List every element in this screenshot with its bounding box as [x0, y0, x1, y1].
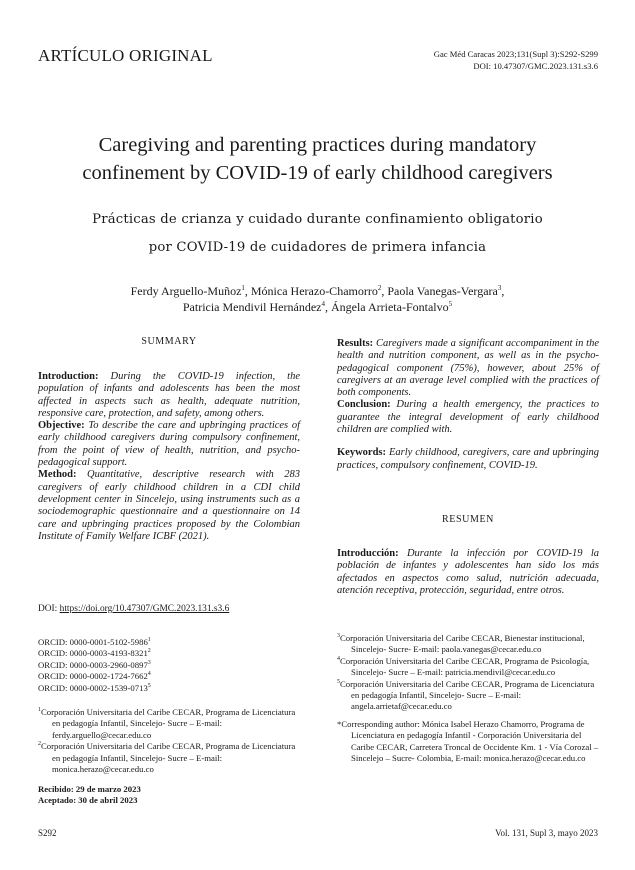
affiliation-item — [38, 741, 300, 775]
affiliation-text: Corporación Universitaria del Caribe CECAR, Programa de Licenciatura en pedagogía Infantil, Sincelejo- Sucre – E-mail: ferdy.arguello@cecar.edu.co — [41, 707, 296, 740]
affiliation-item — [38, 707, 300, 741]
accepted-date: Aceptado: 30 de abril 2023 — [38, 795, 138, 806]
author-sup: 1 — [241, 284, 245, 292]
affiliation-item — [337, 679, 599, 713]
orcid-list — [38, 637, 300, 694]
affiliation-text: Corporación Universitaria del Caribe CECAR, Programa de Psicología, Sincelejo- Sucre – E-mail: patricia.mendivil@cecar.edu.co — [340, 655, 590, 678]
page-number: S292 — [38, 828, 57, 838]
results-text: Caregivers made a significant accompaniment in the health and nutrition component, as well as in the psycho-pedagogical component (75%), however, about 25% of caregivers at an average level complied with the practices of both components. — [337, 338, 600, 399]
affiliation-sup: 3 — [337, 633, 340, 640]
summary-right-column — [337, 338, 599, 472]
orcid-text: ORCID: 0000-0003-2960-0897 — [38, 659, 148, 670]
orcid-item — [38, 660, 300, 671]
title-line-1: Caregiving and parenting practices during mandatory — [98, 134, 537, 156]
orcid-sup: 3 — [147, 659, 151, 666]
objective-label: Objective: — [38, 420, 85, 432]
corresponding-author: *Corresponding author: Mónica Isabel Herazo Chamorro, Programa de Licenciatura en pedagogía Infantil - Corporación Universitaria del Caribe CECAR, Carretera Troncal de Occidente Km. 1 - Vía Corozal – Sincelejo – Sucre- Colombia, E-mail: monica.herazo@cecar.edu.co — [337, 718, 599, 764]
article-title — [40, 131, 595, 187]
affiliation-text: Corporación Universitaria del Caribe CECAR, Bienestar institucional, Sincelejo- Sucre- E-mail: paola.vanegas@cecar.edu.co — [340, 633, 585, 655]
received-date: Recibido: 29 de marzo 2023 — [38, 784, 141, 794]
subtitle-line-2: por COVID-19 de cuidadores de primera infancia — [148, 240, 487, 255]
affiliation-sup: 5 — [337, 678, 340, 685]
author-sup: 2 — [377, 284, 382, 292]
orcid-item — [38, 671, 300, 682]
doi-link[interactable]: https://doi.org/10.47307/GMC.2023.131.s3.6 — [59, 604, 230, 614]
summary-objective — [38, 420, 300, 469]
conclusion-text: During a health emergency, the practices to guarantee the integral development of early childhood children are complied with. — [337, 399, 599, 436]
summary-conclusion — [337, 399, 599, 436]
keywords-label: Keywords: — [337, 447, 386, 459]
affiliations-left — [38, 707, 300, 775]
author-list: Ferdy Arguello-Muñoz$^1$, Mónica Herazo-Chamorro$^2$, Paola Vanegas-Vergara$^3$, Patricia Mendivil Hernández$^4$, Ángela Arrieta-Fontalvo$^5$ — [130, 284, 505, 314]
orcid-item — [38, 637, 300, 648]
conclusion-label: Conclusion: — [337, 399, 391, 411]
summary-introduction — [38, 371, 300, 420]
orcid-sup: 1 — [147, 637, 151, 644]
resumen-intro-label: Introducción: — [337, 548, 399, 559]
article-subtitle — [40, 206, 595, 262]
orcid-item — [38, 683, 300, 694]
affiliation-item — [337, 633, 599, 656]
section-label: ARTÍCULO ORIGINAL — [38, 46, 213, 65]
objective-text: To describe the care and upbringing practices of early childhood caregivers during compulsory confinement, from the point of view of health, nutrition, and psycho-pedagogical support. — [38, 420, 300, 469]
intro-label: Introduction: — [38, 371, 99, 382]
orcid-text: ORCID: 0000-0002-1539-0713 — [38, 682, 148, 693]
results-label: Results: — [337, 338, 374, 349]
author-sup: 5 — [448, 300, 453, 308]
journal-reference: Gac Méd Caracas 2023;131(Supl 3):S292-S299 — [433, 49, 598, 59]
author-name: Ángela Arrieta-Fontalvo — [330, 300, 449, 314]
resumen-introduccion — [337, 548, 599, 597]
orcid-text: ORCID: 0000-0001-5102-5986 — [38, 637, 148, 647]
author-name: Mónica Herazo-Chamorro — [250, 284, 378, 298]
method-label: Method: — [38, 469, 77, 481]
article-dates — [38, 784, 300, 807]
journal-doi: DOI: 10.47307/GMC.2023.131.s3.6 — [473, 61, 598, 71]
resumen-heading: RESUMEN — [442, 514, 494, 525]
orcid-sup: 2 — [147, 648, 151, 655]
summary-keywords — [337, 447, 599, 472]
issue-info: Vol. 131, Supl 3, mayo 2023 — [495, 828, 598, 838]
author-name: Ferdy Arguello-Muñoz — [130, 284, 242, 298]
method-text: Quantitative, descriptive research with 283 caregivers of early childhood children in a CDI child development center in Sincelejo, using instruments such as a sociodemographic questionnaire and a questionnaire on 14 care and upbringing practices proposed by the Colombian Institute of Family Welfare ICBF (2021). — [38, 469, 301, 542]
doi-label: DOI: — [38, 604, 58, 614]
affiliation-text: Corporación Universitaria del Caribe CECAR, Programa de Licenciatura en pedagogía Infantil, Sincelejo- Sucre – E-mail: monica.herazo@cecar.edu.co — [41, 741, 296, 775]
journal-citation — [434, 48, 598, 72]
affiliation-sup: 1 — [38, 707, 41, 714]
orcid-sup: 4 — [147, 671, 151, 678]
keywords-text: Early childhood, caregivers, care and upbringing practices, compulsory confinement, COVID-19. — [337, 447, 599, 471]
subtitle-line-1: Prácticas de crianza y cuidado durante confinamiento obligatorio — [92, 212, 543, 227]
summary-left-column — [38, 371, 300, 543]
title-line-2: confinement by COVID-19 of early childhood caregivers — [82, 162, 553, 184]
affiliation-sup: 2 — [38, 741, 41, 748]
author-name: Patricia Mendivil Hernández — [182, 300, 322, 314]
affiliation-text: Corporación Universitaria del Caribe CECAR, Programa de Licenciatura en pedagogía Infantil, Sincelejo- Sucre – E-mail: angela.arrietaf@cecar.edu.co — [340, 678, 595, 712]
author-name: Paola Vanegas-Vergara — [387, 284, 498, 298]
author-sup: 4 — [321, 300, 325, 308]
orcid-text: ORCID: 0000-0002-1724-7662 — [38, 671, 148, 682]
intro-text: During the COVID-19 infection, the population of infants and adolescents has been the most affected in aspects such as health, adequate nutrition, responsive care, protection, and safety, among others. — [38, 371, 300, 419]
author-sup: 3 — [497, 284, 502, 292]
affiliation-sup: 4 — [337, 655, 340, 662]
orcid-text: ORCID: 0000-0003-4193-8321 — [38, 648, 148, 659]
summary-heading: SUMMARY — [141, 336, 197, 347]
affiliation-item — [337, 656, 599, 679]
doi-line — [38, 604, 300, 614]
resumen-intro-text: Durante la infección por COVID-19 la población de infantes y adolescentes han sido los más afectados en aspectos como salud, nutrición adecuada, atención receptiva, protección, seguridad, entre otros. — [337, 548, 599, 596]
summary-method — [38, 469, 300, 543]
orcid-sup: 5 — [147, 682, 151, 689]
summary-results — [337, 338, 599, 399]
orcid-item — [38, 648, 300, 659]
affiliations-right — [337, 633, 599, 764]
